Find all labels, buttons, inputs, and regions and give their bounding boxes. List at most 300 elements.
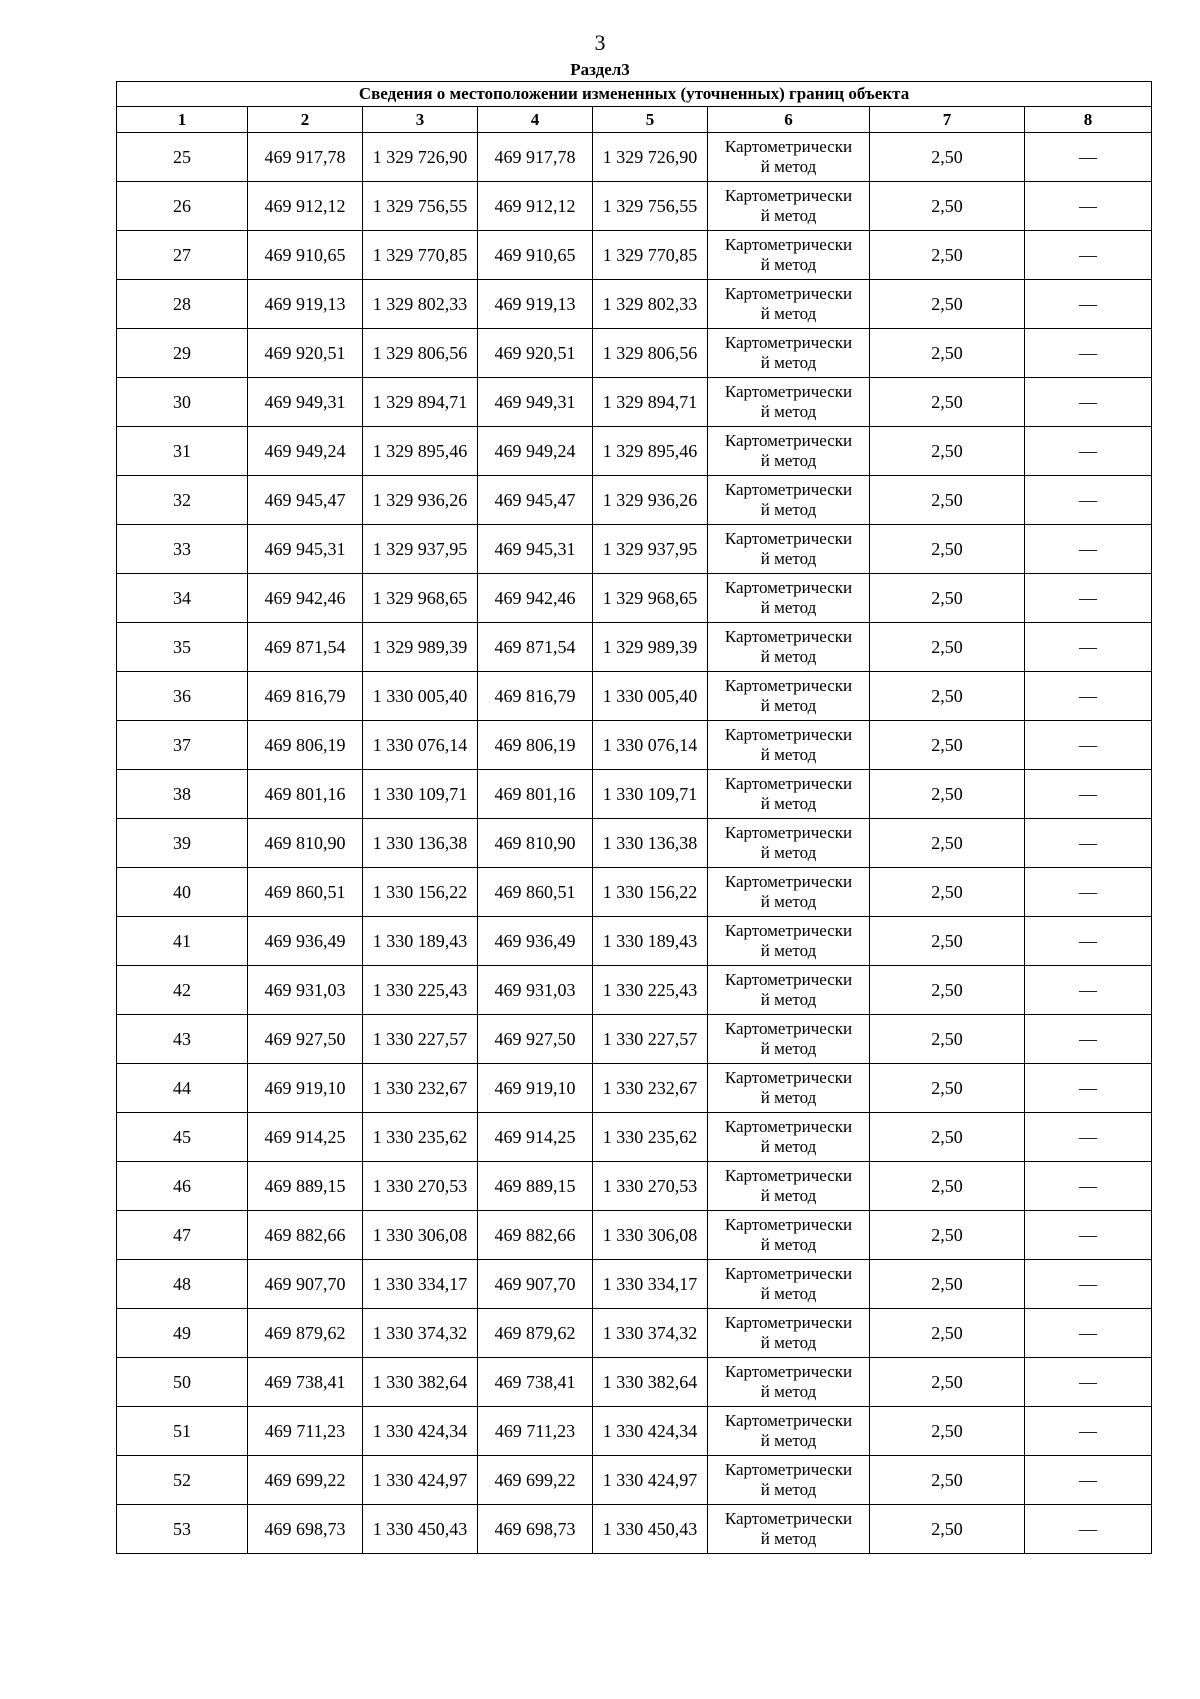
accuracy-cell: 2,50 <box>870 721 1025 770</box>
existing-y-cell: 1 329 756,55 <box>363 182 478 231</box>
existing-y-cell: 1 329 806,56 <box>363 329 478 378</box>
method-cell <box>708 1456 870 1505</box>
refined-x-cell: 469 949,24 <box>478 427 593 476</box>
existing-x-cell: 469 871,54 <box>248 623 363 672</box>
method-text-line2: й метод <box>760 1284 817 1303</box>
table-row <box>117 1407 1152 1456</box>
method-text-line2: й метод <box>760 255 817 274</box>
method-text-line2: й метод <box>760 892 817 911</box>
point-number-cell: 51 <box>117 1407 248 1456</box>
column-header-row <box>117 107 1152 133</box>
accuracy-cell: 2,50 <box>870 1260 1025 1309</box>
column-header: 3 <box>363 107 478 133</box>
column8-cell: — <box>1025 1407 1152 1456</box>
table-row <box>117 476 1152 525</box>
existing-x-cell: 469 936,49 <box>248 917 363 966</box>
method-text-line2: й метод <box>760 843 817 862</box>
table-row <box>117 231 1152 280</box>
existing-x-cell: 469 907,70 <box>248 1260 363 1309</box>
table-row <box>117 721 1152 770</box>
refined-y-cell: 1 329 770,85 <box>593 231 708 280</box>
accuracy-cell: 2,50 <box>870 966 1025 1015</box>
refined-y-cell: 1 329 756,55 <box>593 182 708 231</box>
method-text-line2: й метод <box>760 794 817 813</box>
table-row <box>117 1456 1152 1505</box>
method-cell <box>708 770 870 819</box>
table-row <box>117 1358 1152 1407</box>
table-caption: Сведения о местоположении измененных (уточненных) границ объекта <box>117 82 1152 107</box>
refined-x-cell: 469 882,66 <box>478 1211 593 1260</box>
method-text-line2: й метод <box>760 1431 817 1450</box>
refined-y-cell: 1 330 227,57 <box>593 1015 708 1064</box>
point-number-cell: 30 <box>117 378 248 427</box>
method-text-line2: й метод <box>760 1235 817 1254</box>
table-row <box>117 1505 1152 1554</box>
accuracy-cell: 2,50 <box>870 525 1025 574</box>
accuracy-cell: 2,50 <box>870 917 1025 966</box>
column8-cell: — <box>1025 1211 1152 1260</box>
refined-y-cell: 1 330 189,43 <box>593 917 708 966</box>
existing-x-cell: 469 806,19 <box>248 721 363 770</box>
method-text-line1: Картометрически <box>724 921 853 940</box>
method-text-line2: й метод <box>760 549 817 568</box>
column8-cell: — <box>1025 770 1152 819</box>
method-cell <box>708 1505 870 1554</box>
refined-x-cell: 469 945,31 <box>478 525 593 574</box>
refined-y-cell: 1 329 968,65 <box>593 574 708 623</box>
point-number-cell: 53 <box>117 1505 248 1554</box>
method-cell <box>708 525 870 574</box>
method-text-line1: Картометрически <box>724 627 853 646</box>
point-number-cell: 25 <box>117 133 248 182</box>
accuracy-cell: 2,50 <box>870 182 1025 231</box>
method-cell <box>708 868 870 917</box>
existing-x-cell: 469 931,03 <box>248 966 363 1015</box>
method-text-line1: Картометрически <box>724 480 853 499</box>
method-text-line2: й метод <box>760 353 817 372</box>
method-text-line1: Картометрически <box>724 1313 853 1332</box>
method-text-line2: й метод <box>760 745 817 764</box>
method-text-line1: Картометрически <box>724 1068 853 1087</box>
method-cell <box>708 476 870 525</box>
point-number-cell: 33 <box>117 525 248 574</box>
refined-x-cell: 469 810,90 <box>478 819 593 868</box>
refined-y-cell: 1 330 156,22 <box>593 868 708 917</box>
table-row <box>117 1260 1152 1309</box>
existing-y-cell: 1 329 937,95 <box>363 525 478 574</box>
method-text-line2: й метод <box>760 1333 817 1352</box>
column8-cell: — <box>1025 378 1152 427</box>
point-number-cell: 44 <box>117 1064 248 1113</box>
table-row <box>117 770 1152 819</box>
method-text-line1: Картометрически <box>724 1117 853 1136</box>
existing-y-cell: 1 329 894,71 <box>363 378 478 427</box>
existing-y-cell: 1 330 270,53 <box>363 1162 478 1211</box>
column8-cell: — <box>1025 1309 1152 1358</box>
existing-y-cell: 1 330 189,43 <box>363 917 478 966</box>
table-row <box>117 1113 1152 1162</box>
column8-cell: — <box>1025 721 1152 770</box>
table-row <box>117 133 1152 182</box>
method-cell <box>708 1162 870 1211</box>
existing-x-cell: 469 949,31 <box>248 378 363 427</box>
column8-cell: — <box>1025 672 1152 721</box>
refined-y-cell: 1 330 450,43 <box>593 1505 708 1554</box>
column8-cell: — <box>1025 231 1152 280</box>
method-cell <box>708 966 870 1015</box>
accuracy-cell: 2,50 <box>870 868 1025 917</box>
column8-cell: — <box>1025 917 1152 966</box>
refined-x-cell: 469 927,50 <box>478 1015 593 1064</box>
refined-x-cell: 469 942,46 <box>478 574 593 623</box>
accuracy-cell: 2,50 <box>870 770 1025 819</box>
point-number-cell: 36 <box>117 672 248 721</box>
existing-x-cell: 469 920,51 <box>248 329 363 378</box>
method-text-line1: Картометрически <box>724 333 853 352</box>
refined-x-cell: 469 816,79 <box>478 672 593 721</box>
method-text-line1: Картометрически <box>724 1019 853 1038</box>
refined-x-cell: 469 699,22 <box>478 1456 593 1505</box>
point-number-cell: 49 <box>117 1309 248 1358</box>
refined-y-cell: 1 330 232,67 <box>593 1064 708 1113</box>
method-text-line2: й метод <box>760 1186 817 1205</box>
method-text-line2: й метод <box>760 1088 817 1107</box>
existing-x-cell: 469 860,51 <box>248 868 363 917</box>
refined-x-cell: 469 917,78 <box>478 133 593 182</box>
point-number-cell: 35 <box>117 623 248 672</box>
point-number-cell: 47 <box>117 1211 248 1260</box>
column-header: 8 <box>1025 107 1152 133</box>
accuracy-cell: 2,50 <box>870 1358 1025 1407</box>
accuracy-cell: 2,50 <box>870 1113 1025 1162</box>
accuracy-cell: 2,50 <box>870 1456 1025 1505</box>
point-number-cell: 38 <box>117 770 248 819</box>
method-cell <box>708 1407 870 1456</box>
refined-y-cell: 1 330 109,71 <box>593 770 708 819</box>
refined-y-cell: 1 329 989,39 <box>593 623 708 672</box>
accuracy-cell: 2,50 <box>870 329 1025 378</box>
refined-x-cell: 469 860,51 <box>478 868 593 917</box>
point-number-cell: 31 <box>117 427 248 476</box>
refined-x-cell: 469 698,73 <box>478 1505 593 1554</box>
refined-x-cell: 469 912,12 <box>478 182 593 231</box>
point-number-cell: 52 <box>117 1456 248 1505</box>
method-cell <box>708 1064 870 1113</box>
existing-x-cell: 469 945,31 <box>248 525 363 574</box>
accuracy-cell: 2,50 <box>870 476 1025 525</box>
method-text-line1: Картометрически <box>724 774 853 793</box>
column8-cell: — <box>1025 329 1152 378</box>
refined-y-cell: 1 330 374,32 <box>593 1309 708 1358</box>
existing-x-cell: 469 711,23 <box>248 1407 363 1456</box>
existing-x-cell: 469 889,15 <box>248 1162 363 1211</box>
column8-cell: — <box>1025 868 1152 917</box>
refined-x-cell: 469 919,13 <box>478 280 593 329</box>
method-cell <box>708 574 870 623</box>
existing-x-cell: 469 914,25 <box>248 1113 363 1162</box>
refined-x-cell: 469 806,19 <box>478 721 593 770</box>
method-text-line1: Картометрически <box>724 284 853 303</box>
table-row <box>117 1015 1152 1064</box>
column8-cell: — <box>1025 1113 1152 1162</box>
existing-y-cell: 1 329 895,46 <box>363 427 478 476</box>
column8-cell: — <box>1025 525 1152 574</box>
method-text-line1: Картометрически <box>724 578 853 597</box>
accuracy-cell: 2,50 <box>870 672 1025 721</box>
table-row <box>117 819 1152 868</box>
refined-x-cell: 469 945,47 <box>478 476 593 525</box>
refined-x-cell: 469 910,65 <box>478 231 593 280</box>
method-cell <box>708 1211 870 1260</box>
existing-y-cell: 1 329 726,90 <box>363 133 478 182</box>
existing-y-cell: 1 330 225,43 <box>363 966 478 1015</box>
method-cell <box>708 231 870 280</box>
refined-y-cell: 1 330 306,08 <box>593 1211 708 1260</box>
point-number-cell: 39 <box>117 819 248 868</box>
existing-y-cell: 1 330 382,64 <box>363 1358 478 1407</box>
refined-x-cell: 469 879,62 <box>478 1309 593 1358</box>
accuracy-cell: 2,50 <box>870 1407 1025 1456</box>
table-row <box>117 1064 1152 1113</box>
existing-y-cell: 1 330 424,34 <box>363 1407 478 1456</box>
column8-cell: — <box>1025 1162 1152 1211</box>
table-row <box>117 378 1152 427</box>
point-number-cell: 45 <box>117 1113 248 1162</box>
existing-x-cell: 469 942,46 <box>248 574 363 623</box>
method-text-line2: й метод <box>760 941 817 960</box>
table-row <box>117 1162 1152 1211</box>
existing-x-cell: 469 738,41 <box>248 1358 363 1407</box>
method-cell <box>708 1309 870 1358</box>
refined-y-cell: 1 329 802,33 <box>593 280 708 329</box>
refined-y-cell: 1 330 136,38 <box>593 819 708 868</box>
existing-y-cell: 1 330 374,32 <box>363 1309 478 1358</box>
table-caption-row <box>117 82 1152 107</box>
table-row <box>117 1211 1152 1260</box>
existing-y-cell: 1 330 235,62 <box>363 1113 478 1162</box>
method-cell <box>708 427 870 476</box>
point-number-cell: 32 <box>117 476 248 525</box>
column-header: 1 <box>117 107 248 133</box>
existing-y-cell: 1 330 136,38 <box>363 819 478 868</box>
method-text-line1: Картометрически <box>724 382 853 401</box>
column8-cell: — <box>1025 182 1152 231</box>
method-cell <box>708 623 870 672</box>
refined-y-cell: 1 329 806,56 <box>593 329 708 378</box>
existing-y-cell: 1 330 005,40 <box>363 672 478 721</box>
column8-cell: — <box>1025 966 1152 1015</box>
refined-x-cell: 469 711,23 <box>478 1407 593 1456</box>
method-text-line2: й метод <box>760 1039 817 1058</box>
table-row <box>117 1309 1152 1358</box>
existing-x-cell: 469 801,16 <box>248 770 363 819</box>
method-text-line1: Картометрически <box>724 137 853 156</box>
method-cell <box>708 1358 870 1407</box>
method-text-line1: Картометрически <box>724 529 853 548</box>
method-text-line2: й метод <box>760 1137 817 1156</box>
refined-y-cell: 1 329 894,71 <box>593 378 708 427</box>
refined-x-cell: 469 907,70 <box>478 1260 593 1309</box>
method-cell <box>708 280 870 329</box>
method-text-line1: Картометрически <box>724 1509 853 1528</box>
existing-x-cell: 469 919,13 <box>248 280 363 329</box>
existing-x-cell: 469 810,90 <box>248 819 363 868</box>
table-row <box>117 574 1152 623</box>
accuracy-cell: 2,50 <box>870 280 1025 329</box>
existing-y-cell: 1 330 156,22 <box>363 868 478 917</box>
method-text-line1: Картометрически <box>724 235 853 254</box>
method-cell <box>708 917 870 966</box>
method-cell <box>708 1260 870 1309</box>
refined-x-cell: 469 871,54 <box>478 623 593 672</box>
point-number-cell: 50 <box>117 1358 248 1407</box>
table-row <box>117 966 1152 1015</box>
existing-y-cell: 1 330 109,71 <box>363 770 478 819</box>
accuracy-cell: 2,50 <box>870 1064 1025 1113</box>
table-row <box>117 329 1152 378</box>
column8-cell: — <box>1025 280 1152 329</box>
refined-y-cell: 1 330 270,53 <box>593 1162 708 1211</box>
page-number: 3 <box>594 30 606 55</box>
refined-x-cell: 469 920,51 <box>478 329 593 378</box>
column8-cell: — <box>1025 1505 1152 1554</box>
method-text-line2: й метод <box>760 206 817 225</box>
method-text-line2: й метод <box>760 696 817 715</box>
column8-cell: — <box>1025 819 1152 868</box>
refined-y-cell: 1 329 726,90 <box>593 133 708 182</box>
existing-x-cell: 469 917,78 <box>248 133 363 182</box>
table-row <box>117 623 1152 672</box>
method-cell <box>708 721 870 770</box>
point-number-cell: 48 <box>117 1260 248 1309</box>
refined-y-cell: 1 329 937,95 <box>593 525 708 574</box>
method-cell <box>708 819 870 868</box>
method-text-line1: Картометрически <box>724 1460 853 1479</box>
existing-x-cell: 469 698,73 <box>248 1505 363 1554</box>
existing-y-cell: 1 330 334,17 <box>363 1260 478 1309</box>
table-row <box>117 868 1152 917</box>
column8-cell: — <box>1025 476 1152 525</box>
column-header: 6 <box>708 107 870 133</box>
table-row <box>117 280 1152 329</box>
column8-cell: — <box>1025 427 1152 476</box>
refined-y-cell: 1 330 225,43 <box>593 966 708 1015</box>
column8-cell: — <box>1025 574 1152 623</box>
method-cell <box>708 1015 870 1064</box>
existing-x-cell: 469 912,12 <box>248 182 363 231</box>
column-header: 4 <box>478 107 593 133</box>
point-number-cell: 27 <box>117 231 248 280</box>
method-cell <box>708 1113 870 1162</box>
section-title: Раздел3 <box>570 60 630 79</box>
column8-cell: — <box>1025 133 1152 182</box>
refined-y-cell: 1 329 895,46 <box>593 427 708 476</box>
method-cell <box>708 378 870 427</box>
accuracy-cell: 2,50 <box>870 574 1025 623</box>
point-number-cell: 41 <box>117 917 248 966</box>
method-text-line1: Картометрически <box>724 725 853 744</box>
existing-x-cell: 469 816,79 <box>248 672 363 721</box>
point-number-cell: 46 <box>117 1162 248 1211</box>
table-row <box>117 672 1152 721</box>
accuracy-cell: 2,50 <box>870 133 1025 182</box>
table-body <box>117 133 1152 1554</box>
method-text-line2: й метод <box>760 304 817 323</box>
method-cell <box>708 672 870 721</box>
method-text-line2: й метод <box>760 598 817 617</box>
method-cell <box>708 329 870 378</box>
accuracy-cell: 2,50 <box>870 1309 1025 1358</box>
point-number-cell: 26 <box>117 182 248 231</box>
table-row <box>117 182 1152 231</box>
point-number-cell: 34 <box>117 574 248 623</box>
accuracy-cell: 2,50 <box>870 1162 1025 1211</box>
refined-x-cell: 469 936,49 <box>478 917 593 966</box>
method-text-line2: й метод <box>760 500 817 519</box>
method-text-line1: Картометрически <box>724 970 853 989</box>
point-number-cell: 40 <box>117 868 248 917</box>
method-text-line2: й метод <box>760 1529 817 1548</box>
method-text-line1: Картометрически <box>724 1166 853 1185</box>
refined-y-cell: 1 330 005,40 <box>593 672 708 721</box>
refined-x-cell: 469 919,10 <box>478 1064 593 1113</box>
column-header: 5 <box>593 107 708 133</box>
column8-cell: — <box>1025 1456 1152 1505</box>
existing-x-cell: 469 699,22 <box>248 1456 363 1505</box>
existing-y-cell: 1 329 968,65 <box>363 574 478 623</box>
method-text-line1: Картометрически <box>724 186 853 205</box>
existing-y-cell: 1 329 989,39 <box>363 623 478 672</box>
method-text-line2: й метод <box>760 647 817 666</box>
column8-cell: — <box>1025 1260 1152 1309</box>
refined-y-cell: 1 330 424,34 <box>593 1407 708 1456</box>
column-header: 2 <box>248 107 363 133</box>
accuracy-cell: 2,50 <box>870 378 1025 427</box>
refined-y-cell: 1 330 334,17 <box>593 1260 708 1309</box>
method-text-line1: Картометрически <box>724 1411 853 1430</box>
method-text-line1: Картометрически <box>724 676 853 695</box>
existing-y-cell: 1 330 306,08 <box>363 1211 478 1260</box>
existing-x-cell: 469 945,47 <box>248 476 363 525</box>
table-row <box>117 917 1152 966</box>
existing-y-cell: 1 329 770,85 <box>363 231 478 280</box>
refined-x-cell: 469 949,31 <box>478 378 593 427</box>
point-number-cell: 43 <box>117 1015 248 1064</box>
column8-cell: — <box>1025 1064 1152 1113</box>
refined-y-cell: 1 329 936,26 <box>593 476 708 525</box>
point-number-cell: 37 <box>117 721 248 770</box>
column8-cell: — <box>1025 623 1152 672</box>
refined-x-cell: 469 914,25 <box>478 1113 593 1162</box>
refined-x-cell: 469 889,15 <box>478 1162 593 1211</box>
refined-y-cell: 1 330 076,14 <box>593 721 708 770</box>
accuracy-cell: 2,50 <box>870 1015 1025 1064</box>
accuracy-cell: 2,50 <box>870 623 1025 672</box>
existing-x-cell: 469 927,50 <box>248 1015 363 1064</box>
refined-y-cell: 1 330 382,64 <box>593 1358 708 1407</box>
method-text-line1: Картометрически <box>724 823 853 842</box>
method-cell <box>708 133 870 182</box>
refined-x-cell: 469 801,16 <box>478 770 593 819</box>
refined-y-cell: 1 330 235,62 <box>593 1113 708 1162</box>
table-row <box>117 525 1152 574</box>
method-text-line1: Картометрически <box>724 1215 853 1234</box>
accuracy-cell: 2,50 <box>870 1505 1025 1554</box>
table-row <box>117 427 1152 476</box>
column8-cell: — <box>1025 1015 1152 1064</box>
existing-x-cell: 469 919,10 <box>248 1064 363 1113</box>
refined-x-cell: 469 931,03 <box>478 966 593 1015</box>
